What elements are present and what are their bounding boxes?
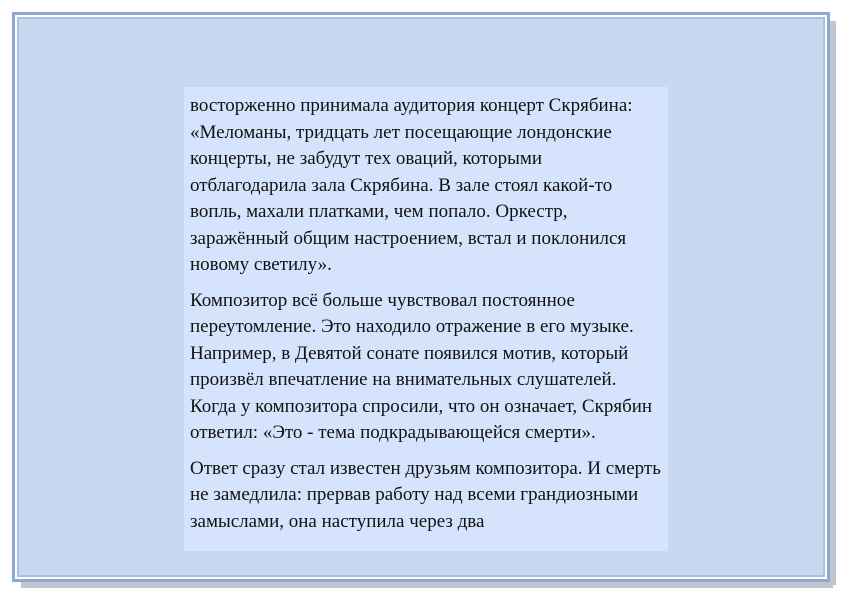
paragraph-2: Композитор всё больше чувствовал постоянное переутомление. Это находило отражение в его музыке. Например, в Девятой сонате появился мотив, который произвёл впечатление на внимательных слушателей. Когда у композитора спросили, что он означает, Скрябин ответил: «Это - тема подкрадывающейся смерти». (190, 289, 653, 443)
paragraph-3: Ответ сразу стал известен друзьям композитора. И смерть не замедлила: прервав работу над всеми грандиозными замыслами, она наступила через два (190, 457, 661, 532)
text-box (184, 87, 668, 551)
slide-frame (12, 12, 830, 582)
paragraph-1: восторженно принимала аудитория концерт Скрябина: «Меломаны, тридцать лет посещающие лондонские концерты, не забудут тех оваций, которыми отблагодарила зала Скрябина. В зале стоял какой-то вопль, махали платками, чем попало. Оркестр, заражённый общим настроением, встал и поклонился новому светилу». (190, 95, 633, 275)
